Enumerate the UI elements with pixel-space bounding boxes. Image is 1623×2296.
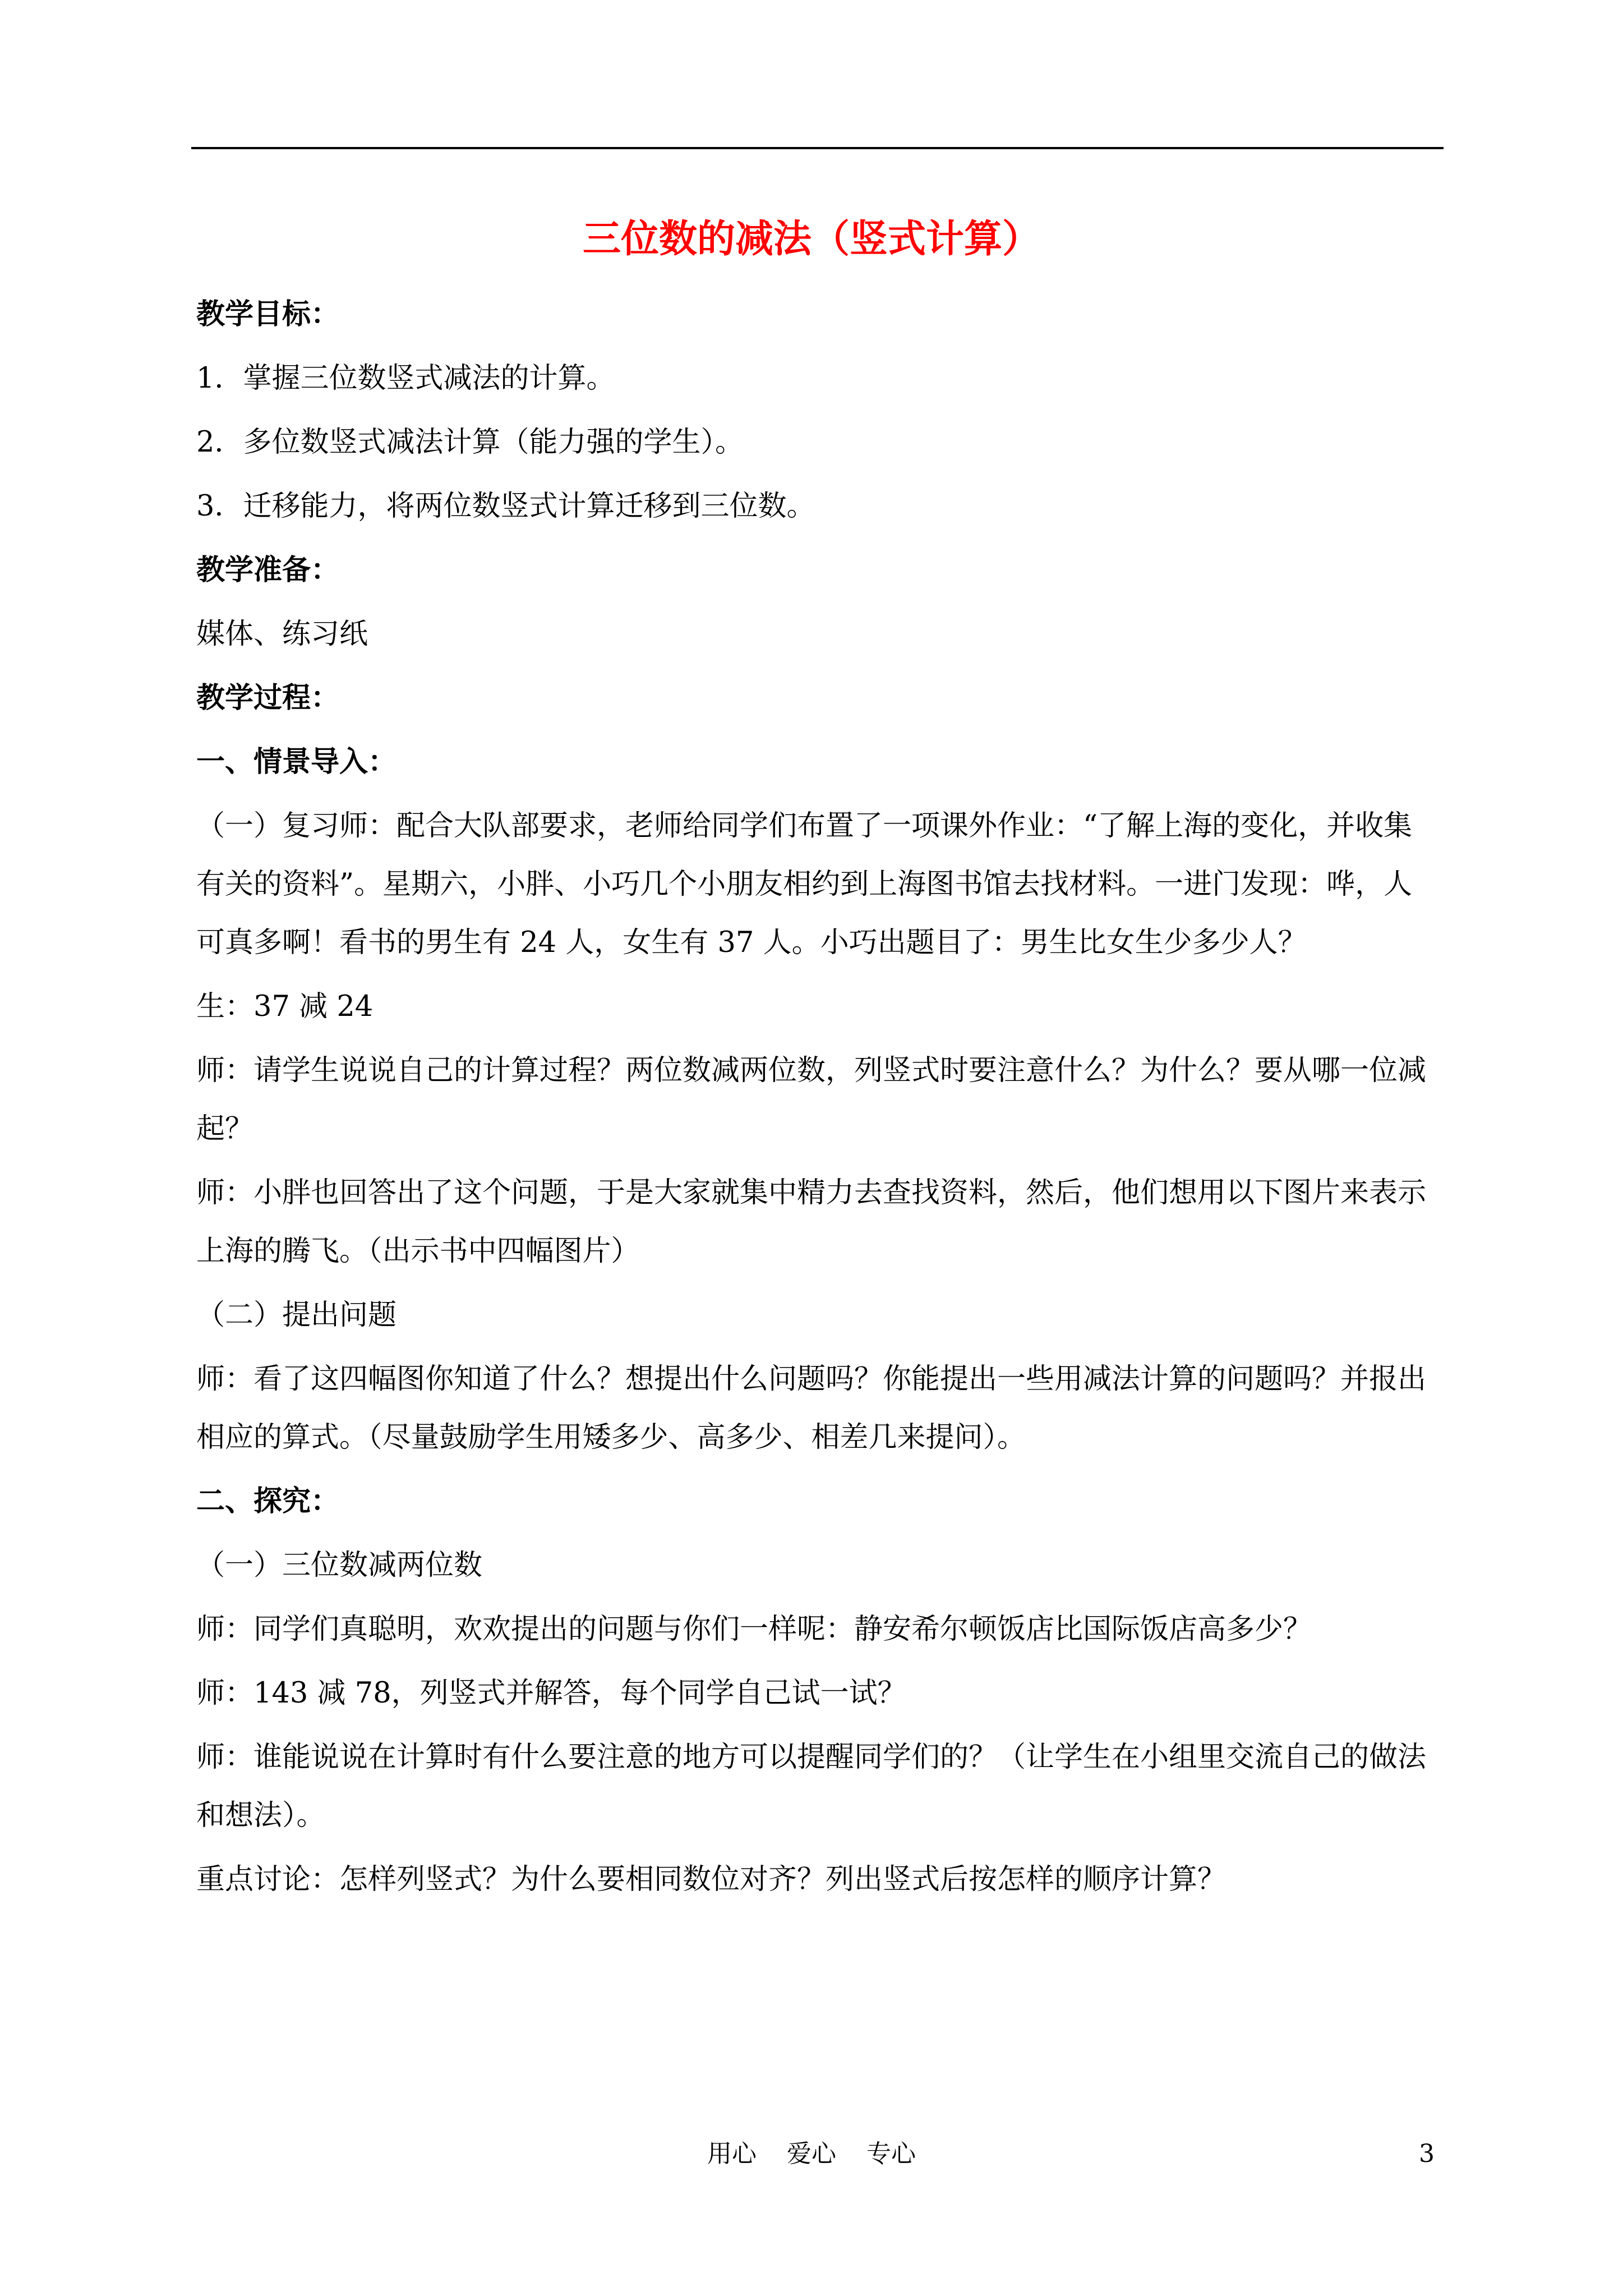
page-number: 3 xyxy=(1419,2139,1435,2168)
part1-heading: 一、情景导入： xyxy=(196,746,397,779)
paragraph-line: 可真多啊！看书的男生有 24 人，女生有 37 人。小巧出题目了：男生比女生少多少人？ xyxy=(196,926,1307,959)
paragraph-line: 师：同学们真聪明，欢欢提出的问题与你们一样呢：静安希尔顿饭店比国际饭店高多少？ xyxy=(196,1613,1312,1646)
part2-heading: 二、探究： xyxy=(196,1485,340,1518)
paragraph-line: 上海的腾飞。（出示书中四幅图片） xyxy=(196,1235,640,1268)
paragraph-line: 相应的算式。（尽量鼓励学生用矮多少、高多少、相差几来提问）。 xyxy=(196,1421,1026,1454)
footer-motto-item: 用心 xyxy=(707,2139,757,2168)
paragraph-line: 师：143 减 78，列竖式并解答，每个同学自己试一试？ xyxy=(196,1677,906,1710)
paragraph-line: 师：请学生说说自己的计算过程？两位数减两位数，列竖式时要注意什么？为什么？要从哪一位减 xyxy=(196,1054,1427,1087)
document-body xyxy=(196,292,1441,1903)
prep-heading: 教学准备： xyxy=(196,554,340,587)
page-title: 三位数的减法（竖式计算） xyxy=(582,217,1040,261)
paragraph-line: 有关的资料”。星期六，小胖、小巧几个小朋友相约到上海图书馆去找材料。一进门发现：哗，人 xyxy=(196,868,1413,901)
paragraph-line: （一）复习师：配合大队部要求，老师给同学们布置了一项课外作业：“了解上海的变化，并收集 xyxy=(196,809,1413,843)
goals-heading: 教学目标： xyxy=(196,298,340,331)
header-rule xyxy=(191,147,1444,149)
paragraph-line: 师：看了这四幅图你知道了什么？想提出什么问题吗？你能提出一些用减法计算的问题吗？并报出 xyxy=(196,1363,1427,1396)
goal-item-3: 3．迁移能力，将两位数竖式计算迁移到三位数。 xyxy=(196,490,815,523)
prep-text: 媒体、练习纸 xyxy=(196,618,368,651)
sub-heading: （一）三位数减两位数 xyxy=(196,1549,483,1582)
student-answer: 生：37 减 24 xyxy=(196,990,374,1023)
paragraph-line: 和想法）。 xyxy=(196,1799,325,1832)
goal-item-2: 2．多位数竖式减法计算（能力强的学生）。 xyxy=(196,426,744,459)
footer-motto-item: 专心 xyxy=(866,2139,916,2168)
footer-motto-item: 爱心 xyxy=(787,2139,836,2168)
goal-item-1: 1．掌握三位数竖式减法的计算。 xyxy=(196,362,615,395)
paragraph-line: 师：小胖也回答出了这个问题，于是大家就集中精力去查找资料，然后，他们想用以下图片来表示 xyxy=(196,1176,1427,1209)
footer-motto xyxy=(0,2137,1623,2171)
paragraph-line: 师：谁能说说在计算时有什么要注意的地方可以提醒同学们的？（让学生在小组里交流自己的做法 xyxy=(196,1741,1427,1774)
sub-heading: （二）提出问题 xyxy=(196,1299,397,1332)
key-discussion: 重点讨论：怎样列竖式？为什么要相同数位对齐？列出竖式后按怎样的顺序计算？ xyxy=(196,1863,1227,1896)
paragraph-line: 起？ xyxy=(196,1112,254,1145)
process-heading: 教学过程： xyxy=(196,682,340,715)
